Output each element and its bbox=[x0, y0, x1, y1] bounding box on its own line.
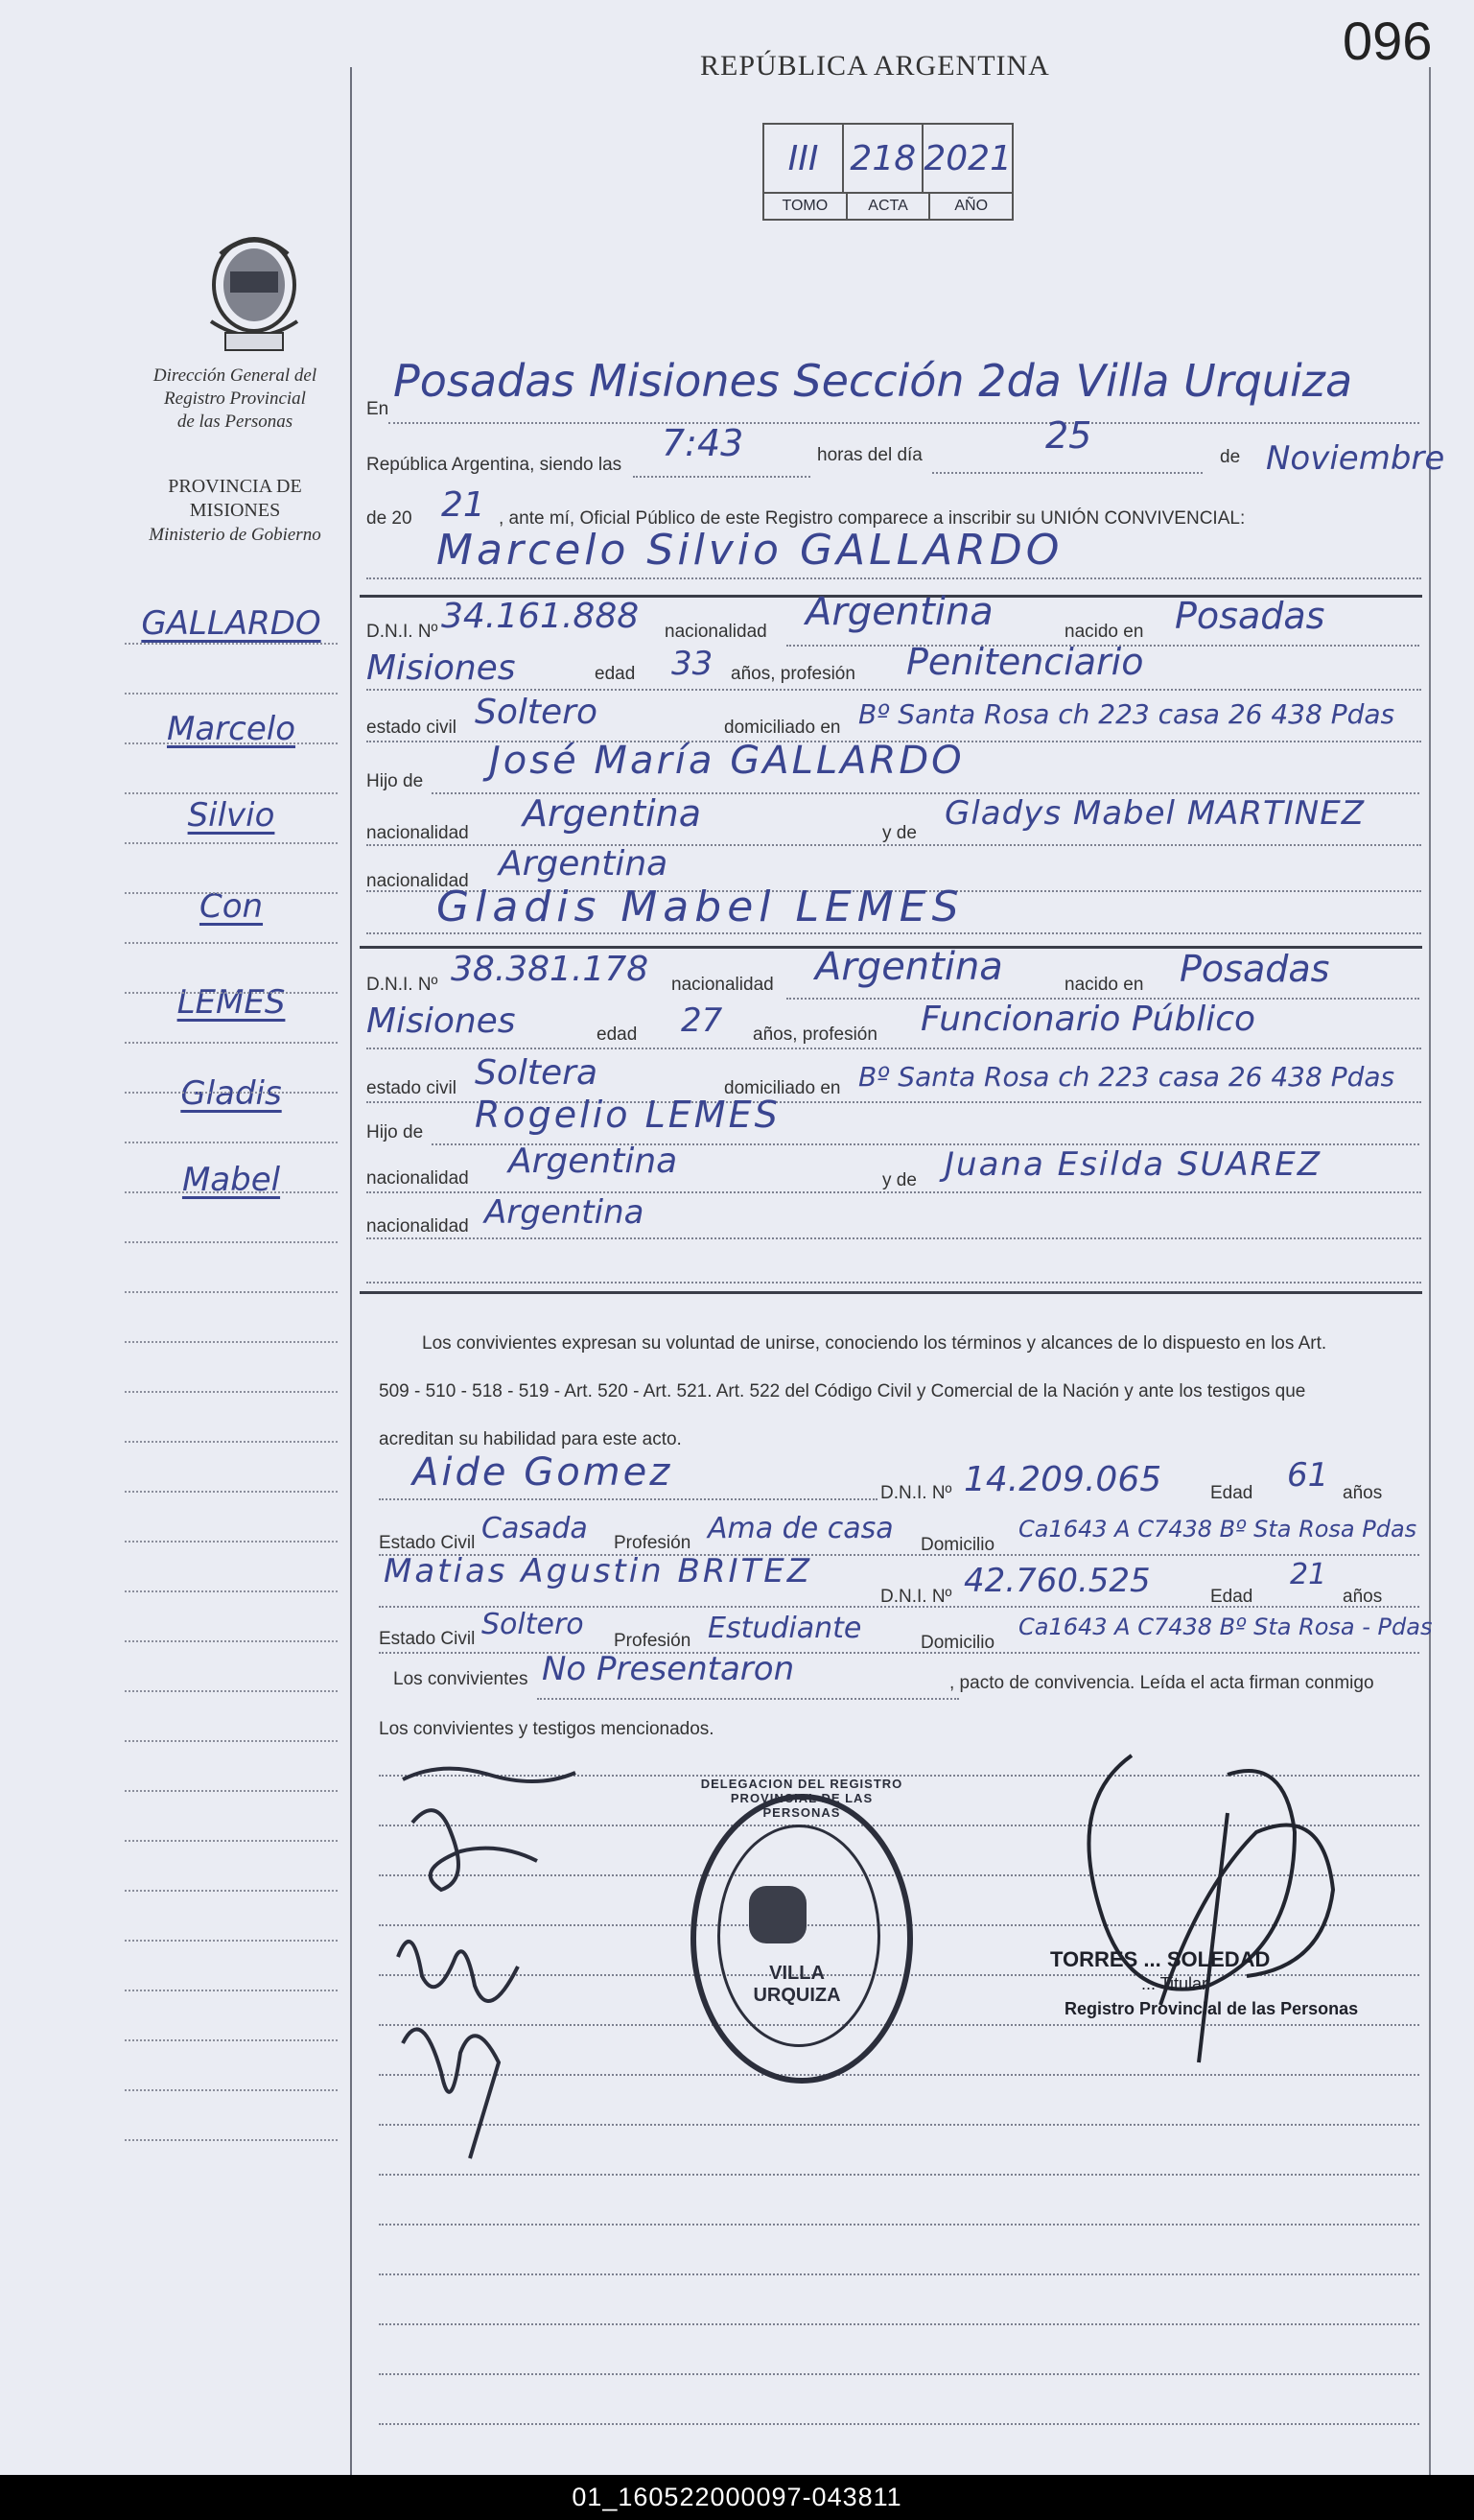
p1-child-label: Hijo de bbox=[366, 771, 424, 791]
p2-father-nat: Argentina bbox=[508, 1142, 678, 1181]
margin-name-0: GALLARDO bbox=[141, 604, 321, 643]
pact-text: , pacto de convivencia. Leída el acta firman conmigo bbox=[949, 1673, 1374, 1693]
margin-name-6: Mabel bbox=[181, 1161, 281, 1199]
p2-domicile-label: domiciliado en bbox=[724, 1078, 841, 1098]
year-prefix: de 20 bbox=[366, 508, 412, 529]
margin-name-2: Silvio bbox=[187, 796, 275, 835]
acta-value: 218 bbox=[844, 125, 924, 192]
margin-name-3: Con bbox=[199, 887, 264, 926]
p2-born-place2: Misiones bbox=[366, 1001, 516, 1041]
act-place: Posadas Misiones Sección 2da Villa Urquiza bbox=[393, 355, 1353, 407]
institution-line3: de las Personas bbox=[176, 412, 293, 432]
w1-age-label: Edad bbox=[1210, 1483, 1253, 1503]
w1-domicile: Ca1643 A C7438 Bº Sta Rosa Pdas bbox=[1018, 1516, 1417, 1543]
p2-born-place: Posadas bbox=[1180, 948, 1330, 990]
p1-and-label: y de bbox=[882, 823, 917, 843]
stamp-office: Registro Provincial de las Personas bbox=[1065, 1999, 1359, 2018]
p1-nationality: Argentina bbox=[806, 590, 994, 634]
p1-age-label: edad bbox=[595, 664, 636, 684]
en-label: En bbox=[366, 399, 389, 419]
act-intro: , ante mí, Oficial Público de este Registro comparece a inscribir su UNIÓN CONVIVENCIAL: bbox=[499, 508, 1246, 529]
w1-profession: Ama de casa bbox=[708, 1512, 894, 1545]
p2-mother: Juana Esilda SUAREZ bbox=[945, 1145, 1322, 1184]
province-line2: MISIONES bbox=[189, 500, 281, 521]
register-box bbox=[762, 123, 1014, 221]
p1-years-label: años, profesión bbox=[731, 664, 855, 684]
page-number: 096 bbox=[1343, 11, 1433, 71]
p1-civil: Soltero bbox=[475, 693, 597, 732]
p2-years-label: años, profesión bbox=[753, 1024, 877, 1045]
margin-name-5: Gladis bbox=[180, 1074, 282, 1113]
w2-profession-label: Profesión bbox=[614, 1631, 691, 1651]
margin-name-4: LEMES bbox=[176, 983, 286, 1022]
w1-civil: Casada bbox=[481, 1512, 588, 1545]
p1-born-label: nacido en bbox=[1065, 622, 1144, 642]
w2-age-label: Edad bbox=[1210, 1587, 1253, 1607]
p2-mother-nat: Argentina bbox=[484, 1193, 644, 1232]
w1-profession-label: Profesión bbox=[614, 1533, 691, 1553]
w1-years-label: años bbox=[1343, 1483, 1383, 1503]
w1-dni: 14.209.065 bbox=[964, 1460, 1162, 1499]
p1-civil-label: estado civil bbox=[366, 718, 456, 738]
w2-civil-label: Estado Civil bbox=[379, 1629, 476, 1649]
header-title: REPÚBLICA ARGENTINA bbox=[700, 50, 1050, 82]
p2-dni-label: D.N.I. Nº bbox=[366, 975, 438, 995]
p2-age: 27 bbox=[681, 1001, 723, 1040]
w2-domicile-label: Domicilio bbox=[921, 1633, 995, 1653]
p1-father-nat-label: nacionalidad bbox=[366, 823, 469, 843]
p2-child-label: Hijo de bbox=[366, 1122, 424, 1142]
w1-dni-label: D.N.I. Nº bbox=[880, 1483, 952, 1503]
person1-name: Marcelo Silvio GALLARDO bbox=[436, 526, 1064, 575]
de-label: de bbox=[1220, 447, 1241, 467]
p1-dni-label: D.N.I. Nº bbox=[366, 622, 438, 642]
hours-label: horas del día bbox=[817, 445, 923, 465]
p1-born-place: Posadas bbox=[1175, 595, 1325, 637]
document-id-footer: 01_160522000097-043811 bbox=[0, 2475, 1474, 2520]
p2-mother-nat-label: nacionalidad bbox=[366, 1216, 469, 1236]
pact-label: Los convivientes bbox=[393, 1669, 528, 1689]
w2-age: 21 bbox=[1290, 1558, 1327, 1591]
margin-name-1: Marcelo bbox=[166, 710, 295, 748]
institution-line1: Dirección General del bbox=[152, 365, 317, 386]
person2-name: Gladis Mabel LEMES bbox=[436, 883, 965, 931]
p1-mother-nat-label: nacionalidad bbox=[366, 871, 469, 891]
p2-age-label: edad bbox=[597, 1024, 638, 1045]
p1-age: 33 bbox=[671, 645, 714, 683]
pact-value: No Presentaron bbox=[542, 1650, 795, 1688]
p1-mother: Gladys Mabel MARTINEZ bbox=[945, 794, 1365, 833]
province-line1: PROVINCIA DE bbox=[168, 476, 302, 497]
p1-born-place2: Misiones bbox=[366, 648, 516, 688]
p1-mother-nat: Argentina bbox=[499, 844, 668, 883]
p2-dni: 38.381.178 bbox=[451, 950, 649, 989]
p1-dni: 34.161.888 bbox=[441, 597, 640, 636]
p2-father: Rogelio LEMES bbox=[475, 1094, 781, 1136]
right-margin-line bbox=[1429, 67, 1431, 2475]
w2-name: Matias Agustin BRITEZ bbox=[384, 1552, 813, 1590]
stamp-name: TORRES ... SOLEDAD bbox=[1050, 1947, 1271, 1971]
p1-domicile-label: domiciliado en bbox=[724, 718, 841, 738]
seal-ring-text: DELEGACION DEL REGISTRO PROVINCIAL DE LAS PERSONAS bbox=[700, 1777, 903, 1820]
p2-born-label: nacido en bbox=[1065, 975, 1144, 995]
p2-nat-label: nacionalidad bbox=[671, 975, 774, 995]
pact-line2: Los convivientes y testigos mencionados. bbox=[379, 1719, 714, 1739]
w2-profession: Estudiante bbox=[708, 1612, 862, 1645]
w1-civil-label: Estado Civil bbox=[379, 1533, 476, 1553]
acta-label: ACTA bbox=[848, 194, 931, 219]
w1-domicile-label: Domicilio bbox=[921, 1535, 995, 1555]
w2-civil: Soltero bbox=[481, 1608, 584, 1641]
margin-line bbox=[350, 67, 352, 2475]
p1-nat-label: nacionalidad bbox=[665, 622, 767, 642]
p1-father-nat: Argentina bbox=[523, 792, 702, 835]
declaration-line3: acreditan su habilidad para este acto. bbox=[379, 1429, 682, 1449]
p2-civil: Soltera bbox=[475, 1053, 598, 1093]
act-day: 25 bbox=[1045, 414, 1092, 457]
declaration-line1: Los convivientes expresan su voluntad de unirse, conociendo los términos y alcances de lo dispuesto en los Art. bbox=[422, 1333, 1327, 1354]
registry-seal bbox=[690, 1777, 913, 2084]
signatures-icon bbox=[384, 1755, 595, 2197]
republic-label: República Argentina, siendo las bbox=[366, 455, 622, 475]
p2-father-nat-label: nacionalidad bbox=[366, 1168, 469, 1189]
official-signature-icon bbox=[1007, 1698, 1410, 2101]
ano-label: AÑO bbox=[954, 198, 989, 214]
provincial-crest-icon bbox=[192, 225, 316, 355]
p1-domicile: Bº Santa Rosa ch 223 casa 26 438 Pdas bbox=[858, 698, 1395, 730]
tomo-label: TOMO bbox=[764, 194, 848, 219]
p2-domicile: Bº Santa Rosa ch 223 casa 26 438 Pdas bbox=[858, 1061, 1395, 1093]
seal-center-text: VILLA URQUIZA bbox=[753, 1963, 841, 2006]
institution-line2: Registro Provincial bbox=[164, 389, 306, 409]
w2-dni: 42.760.525 bbox=[964, 1562, 1151, 1600]
ano-value: 2021 bbox=[924, 138, 1012, 178]
w2-domicile: Ca1643 A C7438 Bº Sta Rosa - Pdas bbox=[1018, 1613, 1433, 1640]
ministry: Ministerio de Gobierno bbox=[149, 525, 321, 545]
p2-and-label: y de bbox=[882, 1170, 917, 1190]
w1-age: 61 bbox=[1287, 1456, 1329, 1495]
w2-dni-label: D.N.I. Nº bbox=[880, 1587, 952, 1607]
p1-profession: Penitenciario bbox=[906, 641, 1144, 683]
declaration-line2: 509 - 510 - 518 - 519 - Art. 520 - Art. 521. Art. 522 del Código Civil y Comercial de la Nación y ante los testigos que bbox=[379, 1381, 1306, 1401]
p2-profession: Funcionario Público bbox=[921, 1000, 1256, 1039]
p1-father: José María GALLARDO bbox=[489, 739, 965, 783]
tomo-value: III bbox=[764, 125, 844, 192]
act-hour: 7:43 bbox=[662, 422, 744, 464]
act-month: Noviembre bbox=[1266, 439, 1445, 478]
stamp-title: ... Titular bbox=[1141, 1974, 1208, 1993]
year-suffix: 21 bbox=[441, 485, 485, 525]
p2-nationality: Argentina bbox=[815, 945, 1003, 989]
w1-name: Aide Gomez bbox=[412, 1450, 673, 1495]
w2-years-label: años bbox=[1343, 1587, 1383, 1607]
p2-civil-label: estado civil bbox=[366, 1078, 456, 1098]
